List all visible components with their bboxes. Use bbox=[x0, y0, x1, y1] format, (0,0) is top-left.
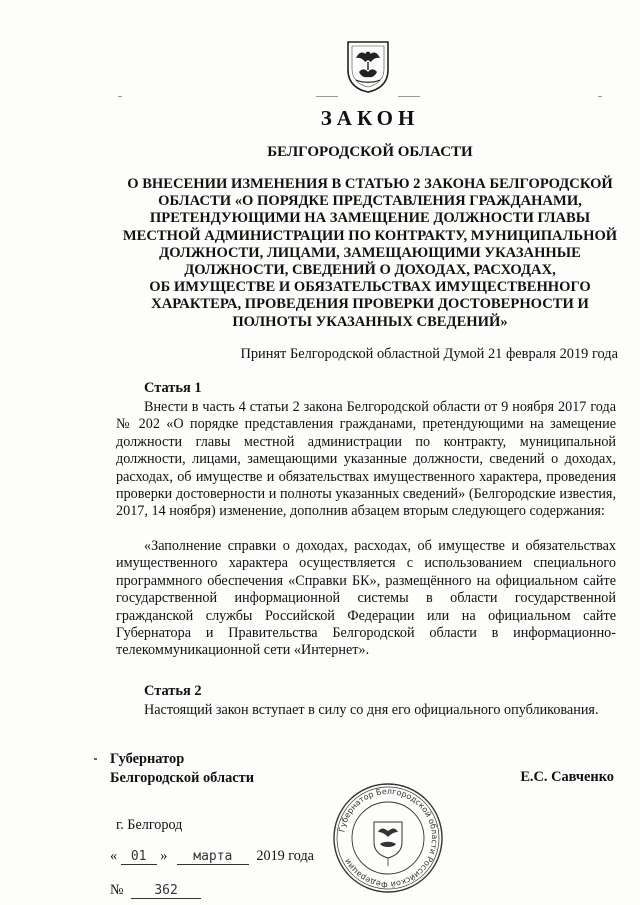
signatory-title: Губернатор bbox=[110, 751, 185, 767]
number-value: 362 bbox=[131, 883, 201, 899]
law-number bbox=[110, 882, 201, 899]
coat-of-arms-icon bbox=[344, 38, 392, 94]
place-of-signing: г. Белгород bbox=[116, 817, 183, 833]
date-quote-open: « bbox=[110, 848, 118, 864]
date-quote-close: » bbox=[160, 848, 168, 864]
article-2-heading: Статья 2 bbox=[144, 683, 202, 699]
header-mark-far-right bbox=[598, 96, 602, 97]
date-day: 01 bbox=[121, 849, 157, 865]
header-mark-right bbox=[398, 96, 420, 97]
date-year: 2019 года bbox=[256, 848, 314, 864]
subtitle-line: ОБЛАСТИ «О ПОРЯДКЕ ПРЕДСТАВЛЕНИЯ ГРАЖДАНАМИ, bbox=[158, 193, 582, 210]
subtitle-line: ДОЛЖНОСТИ, ЛИЦАМИ, ЗАМЕЩАЮЩИМИ УКАЗАННЫЕ bbox=[159, 244, 581, 261]
document-title: ЗАКОН bbox=[320, 106, 420, 130]
subtitle-line: ДОЛЖНОСТИ, СВЕДЕНИЙ О ДОХОДАХ, РАСХОДАХ, bbox=[184, 262, 556, 279]
margin-dot bbox=[94, 758, 97, 760]
signing-date bbox=[110, 848, 314, 865]
date-month: марта bbox=[177, 849, 249, 865]
subtitle-line: ОБ ИМУЩЕСТВЕ И ОБЯЗАТЕЛЬСТВАХ ИМУЩЕСТВЕННОГО bbox=[149, 279, 591, 296]
signatory-name: Е.С. Савченко bbox=[520, 769, 614, 785]
document-region: БЕЛГОРОДСКОЙ ОБЛАСТИ bbox=[267, 144, 473, 160]
header-mark-far-left bbox=[118, 96, 122, 97]
header-mark-left bbox=[316, 96, 338, 97]
subtitle-line: ПОЛНОТЫ УКАЗАННЫХ СВЕДЕНИЙ» bbox=[232, 313, 508, 330]
subtitle-line: МЕСТНОЙ АДМИНИСТРАЦИИ ПО КОНТРАКТУ, МУНИЦИПАЛЬНОЙ bbox=[122, 227, 618, 244]
seal-text: Губернатор Белгородской области Российской Федерации bbox=[337, 786, 440, 890]
article-1-paragraph-2: «Заполнение справки о доходах, расходах, об имуществе и обязательствах имущественного характера осуществляется с использованием специального программного обеспечения «Справки БК», размещённого на официальном сайте государственной информационной системы в области государственной гражданской службы Российской Федерации или на официальном сайте Губернатора и Правительства Белгородской области в информационно-телекоммуникационной сети «Интернет». bbox=[116, 538, 616, 659]
adoption-note: Принят Белгородской областной Думой 21 февраля 2019 года bbox=[240, 346, 618, 362]
number-sign: № bbox=[110, 882, 124, 898]
subtitle-line: О ВНЕСЕНИИ ИЗМЕНЕНИЯ В СТАТЬЮ 2 ЗАКОНА БЕЛГОРОДСКОЙ bbox=[127, 176, 613, 192]
document-subtitle bbox=[110, 176, 630, 331]
article-1-paragraph-1: Внести в часть 4 статьи 2 закона Белгородской области от 9 ноября 2017 года № 202 «О порядке представления гражданами, претендующими на замещение должности главы местной администрации по контракту, муниципальной должности, лицами, замещающими указанные должности, сведений о доходах, расходах, об имуществе и обязательствах имущественного характера, проведения проверки достоверности и полноты указанных сведений» (Белгородские известия, 2017, 14 ноября) изменение, дополнив абзацем вторым следующего содержания: bbox=[116, 399, 616, 520]
article-1-heading: Статья 1 bbox=[144, 380, 202, 396]
signatory-region: Белгородской области bbox=[110, 770, 255, 786]
subtitle-line: ХАРАКТЕРА, ПРОВЕДЕНИЯ ПРОВЕРКИ ДОСТОВЕРНОСТИ И bbox=[151, 296, 589, 313]
subtitle-line: ПРЕТЕНДУЮЩИМИ НА ЗАМЕЩЕНИЕ ДОЛЖНОСТИ ГЛАВЫ bbox=[149, 210, 591, 227]
article-2-paragraph-1: Настоящий закон вступает в силу со дня его официального опубликования. bbox=[144, 702, 599, 718]
official-seal-icon bbox=[332, 782, 444, 894]
